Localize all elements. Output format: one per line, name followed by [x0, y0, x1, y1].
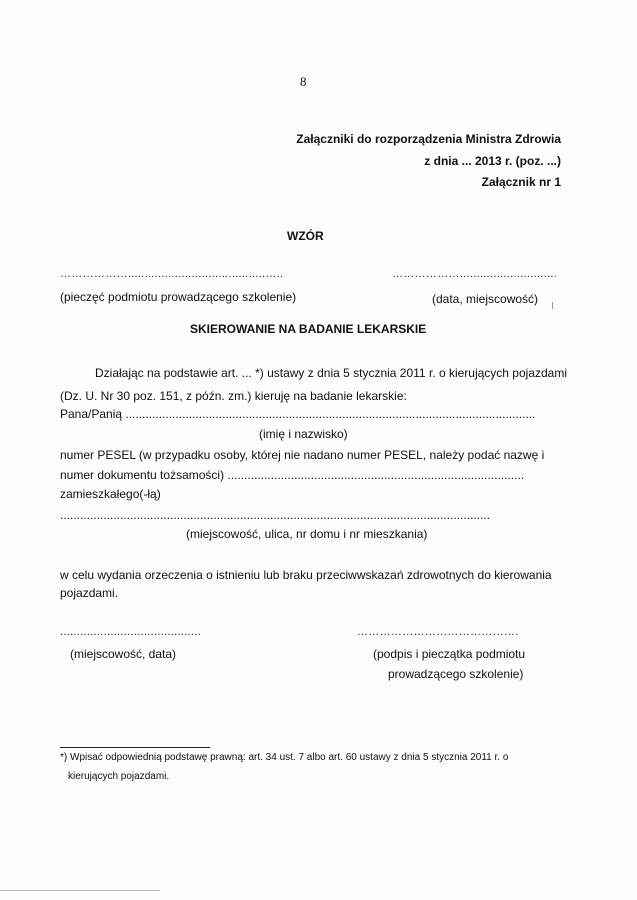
signature-label-line-2: prowadzącego szkolenie) [388, 667, 524, 681]
stamp-label: (pieczęć podmiotu prowadzącego szkolenie) [60, 290, 297, 304]
footnote-separator [60, 747, 210, 748]
document-title: SKIEROWANIE NA BADANIE LEKARSKIE [190, 322, 427, 336]
body-line-vehicles: pojazdami. [60, 586, 119, 600]
name-label: (imię i nazwisko) [259, 427, 348, 441]
body-line-name: Pana/Panią ........................................................................................................................... [60, 407, 536, 421]
scan-mark [552, 302, 553, 309]
body-line-1: Działając na podstawie art. ... *) ustawy z dnia 5 stycznia 2011 r. o kierujących pojazdami [95, 366, 568, 380]
body-line-id: numer dokumentu tożsamości) ......................................................................................... [60, 468, 525, 482]
body-line-pesel: numer PESEL (w przypadku osoby, której nie nadano numer PESEL, należy podać nazwę i [60, 448, 545, 462]
scan-edge-line [0, 890, 160, 891]
date-label: (data, miejscowość) [432, 292, 539, 306]
footnote-line-1: *) Wpisać odpowiednią podstawę prawną: art. 34 ust. 7 albo art. 60 ustawy z dnia 5 stycznia 2011 r. o [60, 752, 509, 763]
place-date-label: (miejscowość, data) [70, 647, 177, 661]
signature-dotted-line: ……………………………………. [357, 626, 519, 638]
address-label: (miejscowość, ulica, nr domu i nr mieszkania) [186, 527, 428, 541]
annex-header-line-1: Załączniki do rozporządzenia Ministra Zdrowia [296, 132, 561, 146]
page-number: 8 [300, 74, 307, 89]
template-label: WZÓR [287, 229, 324, 243]
body-line-residence: zamieszkałego(-łą) [60, 487, 161, 501]
stamp-dotted-line: ……………….........................................….. [60, 268, 284, 280]
annex-header-line-2: z dnia ... 2013 r. (poz. ...) [424, 154, 561, 168]
address-dotted-line: ................................................................................................................................. [60, 508, 491, 522]
place-date-dotted-line: .......................................... [60, 626, 201, 638]
body-line-purpose: w celu wydania orzeczenia o istnieniu lub braku przeciwwskazań zdrowotnych do kierowania [60, 568, 552, 582]
date-dotted-line: ………………............................. [392, 268, 558, 280]
signature-label-line-1: (podpis i pieczątka podmiotu [373, 647, 526, 661]
annex-header-line-3: Załącznik nr 1 [481, 175, 561, 189]
footnote-line-2: kierujących pojazdami. [68, 771, 170, 782]
body-line-2: (Dz. U. Nr 30 poz. 151, z późn. zm.) kieruję na badanie lekarskie: [60, 389, 407, 403]
